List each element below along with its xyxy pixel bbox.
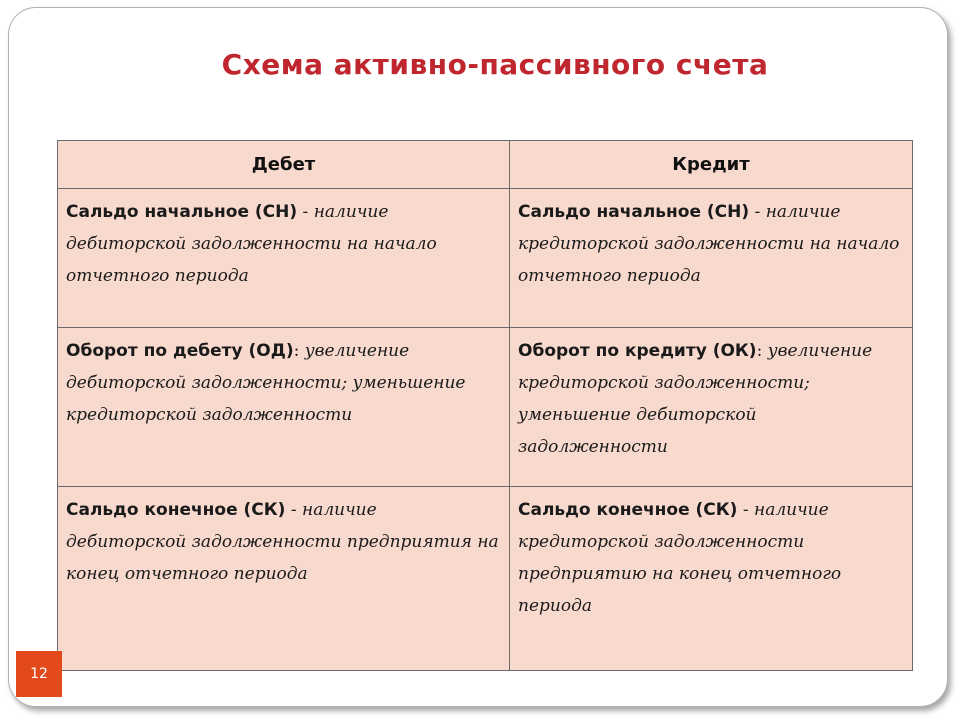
cell-credit-turnover: Оборот по кредиту (ОК): увеличение кредиторской задолженности; уменьшение дебиторской задолженности bbox=[510, 328, 913, 487]
term-description: увеличение дебиторской задолженности; уменьшение кредиторской задолженности bbox=[66, 341, 466, 425]
cell-debit-turnover: Оборот по дебету (ОД): увеличение дебиторской задолженности; уменьшение кредиторской задолженности bbox=[58, 328, 510, 487]
cell-debit-opening-balance: Сальдо начальное (СН) - наличие дебиторской задолженности на начало отчетного периода bbox=[58, 189, 510, 328]
page-number-badge: 12 bbox=[16, 651, 62, 697]
term-label: Оборот по кредиту (ОК) bbox=[518, 341, 757, 361]
table-row-closing-balance bbox=[58, 487, 913, 671]
cell-credit-opening-balance: Сальдо начальное (СН) - наличие кредиторской задолженности на начало отчетного периода bbox=[510, 189, 913, 328]
table-row-turnover bbox=[58, 328, 913, 487]
term-label: Оборот по дебету (ОД) bbox=[66, 341, 294, 361]
table-header-row bbox=[58, 141, 913, 189]
table-row-opening-balance bbox=[58, 189, 913, 328]
term-description: увеличение кредиторской задолженности; уменьшение дебиторской задолженности bbox=[518, 341, 873, 457]
term-description: наличие кредиторской задолженности предприятию на конец отчетного периода bbox=[518, 500, 842, 616]
term-label: Сальдо конечное (СК) bbox=[66, 500, 286, 520]
account-scheme-table bbox=[57, 140, 913, 671]
term-description: наличие дебиторской задолженности предприятия на конец отчетного периода bbox=[66, 500, 499, 584]
term-label: Сальдо начальное (СН) bbox=[518, 202, 750, 222]
term-label: Сальдо начальное (СН) bbox=[66, 202, 298, 222]
term-description: наличие дебиторской задолженности на начало отчетного периода bbox=[66, 202, 437, 286]
term-description: наличие кредиторской задолженности на начало отчетного периода bbox=[518, 202, 900, 286]
header-credit: Кредит bbox=[510, 141, 913, 189]
slide-title: Схема активно-пассивного счета bbox=[221, 48, 769, 81]
cell-credit-closing-balance: Сальдо конечное (СК) - наличие кредиторской задолженности предприятию на конец отчетного периода bbox=[510, 487, 913, 671]
header-debit: Дебет bbox=[58, 141, 510, 189]
term-label: Сальдо конечное (СК) bbox=[518, 500, 738, 520]
cell-debit-closing-balance: Сальдо конечное (СК) - наличие дебиторской задолженности предприятия на конец отчетного периода bbox=[58, 487, 510, 671]
